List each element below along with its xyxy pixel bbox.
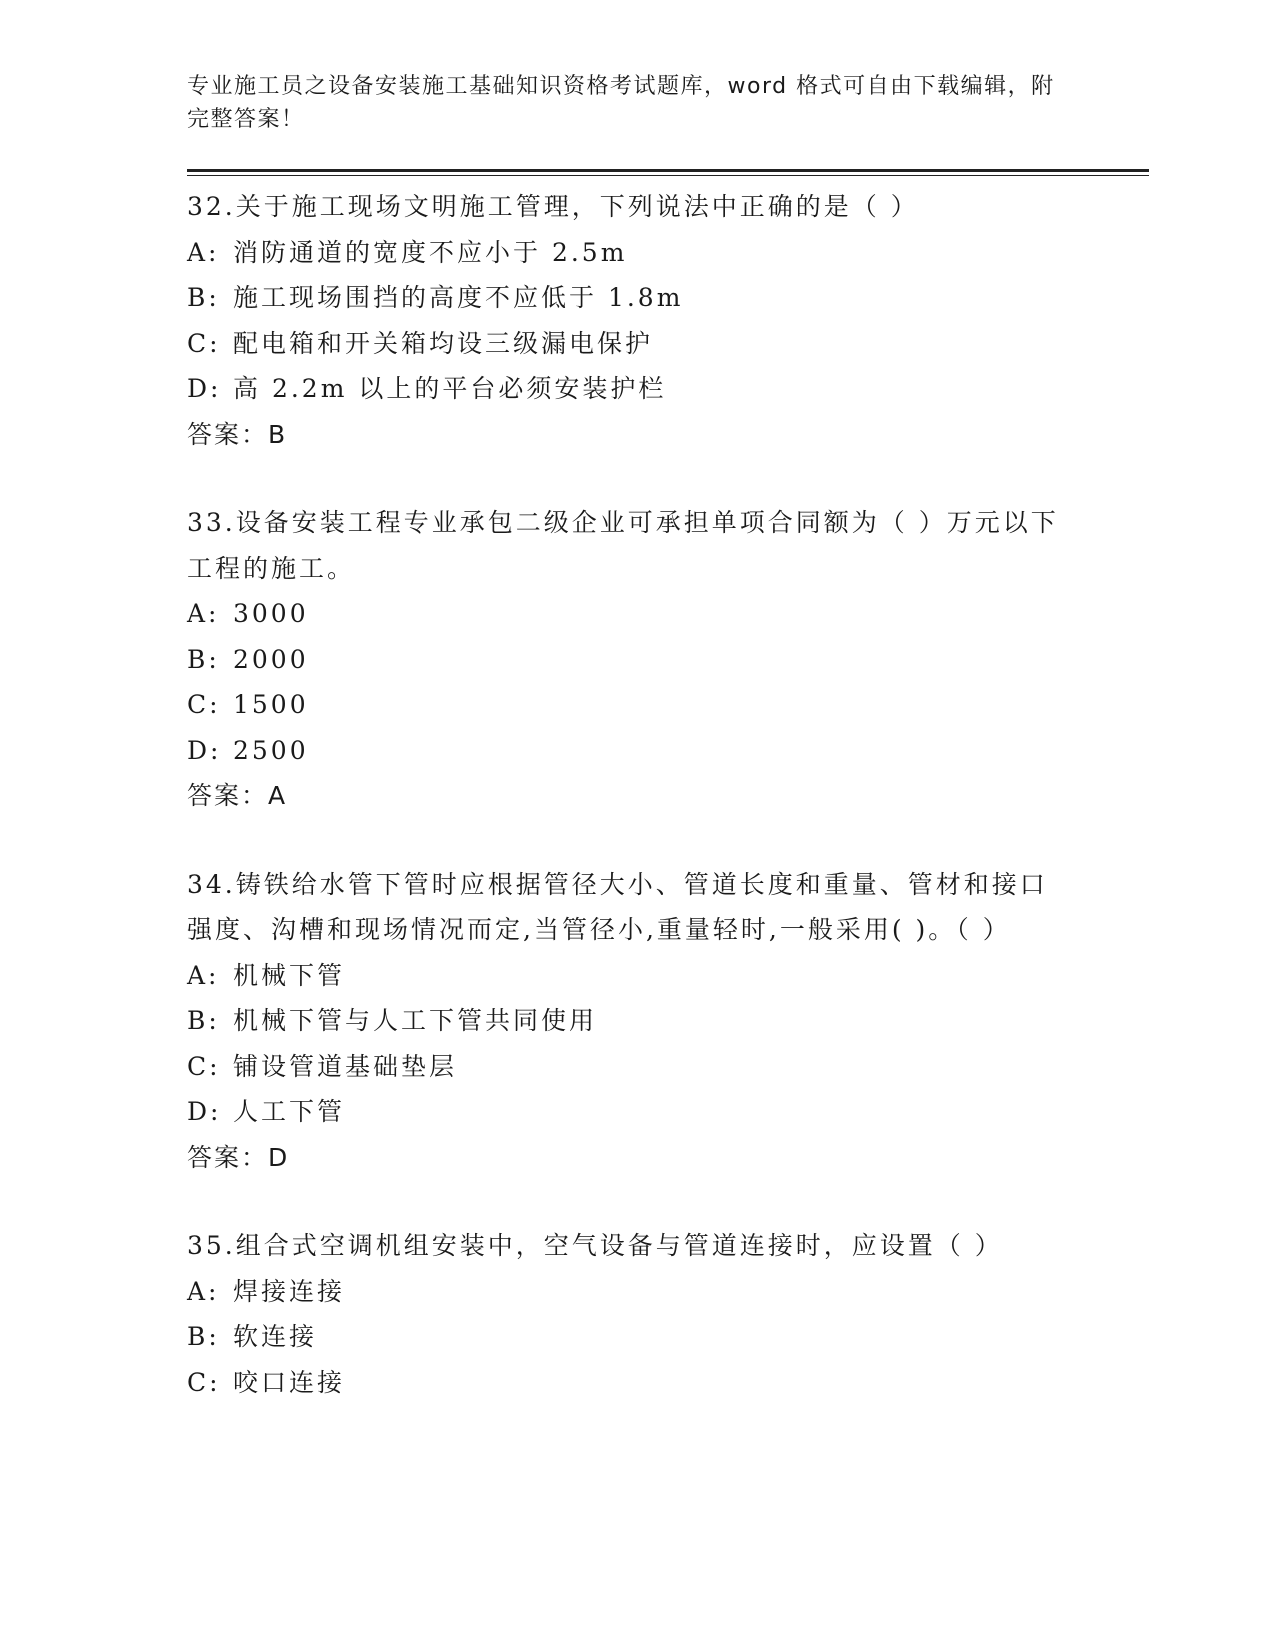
- option-key: C:: [187, 328, 221, 358]
- option-key: B:: [187, 1006, 220, 1035]
- answer-line: 答案：A: [187, 781, 288, 810]
- question-item: [187, 184, 1147, 457]
- question-stem: 32.关于施工现场文明施工管理，下列说法中正确的是（ ）: [187, 192, 919, 221]
- option-key: A:: [187, 1276, 220, 1306]
- option-line: [187, 998, 1147, 1044]
- option-key: D:: [187, 1097, 222, 1126]
- document-page: [187, 70, 1147, 1448]
- option-key: B:: [187, 644, 220, 674]
- option-key: D:: [187, 374, 222, 403]
- option-line: [187, 1089, 1147, 1135]
- question-stem: 34.铸铁给水管下管时应根据管径大小、管道长度和重量、管材和接口强度、沟槽和现场情况而定,当管径小,重量轻时,一般采用( )。（ ）: [187, 869, 1048, 944]
- option-line: [187, 1360, 1147, 1406]
- option-line: [187, 728, 1147, 774]
- divider-thin-line: [187, 175, 1149, 176]
- option-text: 咬口连接: [233, 1367, 346, 1397]
- option-text: 软连接: [233, 1322, 318, 1351]
- question-item: [187, 500, 1147, 819]
- answer-line: 答案：D: [187, 1142, 290, 1172]
- option-line: [187, 230, 1147, 276]
- answer-line: 答案：B: [187, 419, 288, 449]
- option-text: 铺设管道基础垫层: [233, 1051, 458, 1081]
- option-line: [187, 953, 1147, 999]
- option-text: 3000: [233, 599, 309, 628]
- option-line: [187, 275, 1147, 321]
- option-key: A:: [187, 960, 220, 990]
- option-key: C:: [187, 690, 221, 719]
- option-text: 高 2.2m 以上的平台必须安装护栏: [233, 374, 667, 403]
- question-item: [187, 1223, 1147, 1405]
- option-text: 2500: [233, 735, 309, 765]
- option-line: [187, 591, 1147, 637]
- question-list: [187, 184, 1147, 1405]
- option-text: 机械下管: [233, 960, 346, 990]
- option-line: [187, 1044, 1147, 1090]
- option-key: A:: [187, 599, 220, 628]
- option-key: B:: [187, 283, 220, 312]
- question-stem: 35.组合式空调机组安装中，空气设备与管道连接时，应设置（ ）: [187, 1231, 1003, 1260]
- question-item: [187, 862, 1147, 1181]
- option-text: 消防通道的宽度不应小于 2.5m: [233, 237, 628, 267]
- option-text: 配电箱和开关箱均设三级漏电保护: [233, 328, 654, 358]
- option-line: [187, 366, 1147, 412]
- option-text: 施工现场围挡的高度不应低于 1.8m: [233, 283, 684, 312]
- option-text: 人工下管: [233, 1097, 346, 1126]
- header-divider: [187, 169, 1149, 176]
- document-header: 专业施工员之设备安装施工基础知识资格考试题库，word 格式可自由下载编辑，附完整答案！: [187, 74, 1055, 132]
- option-key: A:: [187, 237, 220, 267]
- divider-thick-line: [187, 169, 1149, 172]
- question-stem: 33.设备安装工程专业承包二级企业可承担单项合同额为（ ）万元以下工程的施工。: [187, 508, 1059, 583]
- option-text: 1500: [233, 690, 309, 719]
- option-line: [187, 637, 1147, 683]
- option-key: B:: [187, 1322, 220, 1351]
- option-text: 2000: [233, 644, 309, 674]
- option-line: [187, 682, 1147, 728]
- option-text: 机械下管与人工下管共同使用: [233, 1006, 598, 1035]
- option-line: [187, 1269, 1147, 1315]
- option-key: C:: [187, 1051, 221, 1081]
- option-line: [187, 321, 1147, 367]
- option-text: 焊接连接: [233, 1276, 346, 1306]
- option-line: [187, 1314, 1147, 1360]
- option-key: C:: [187, 1367, 221, 1397]
- option-key: D:: [187, 735, 222, 765]
